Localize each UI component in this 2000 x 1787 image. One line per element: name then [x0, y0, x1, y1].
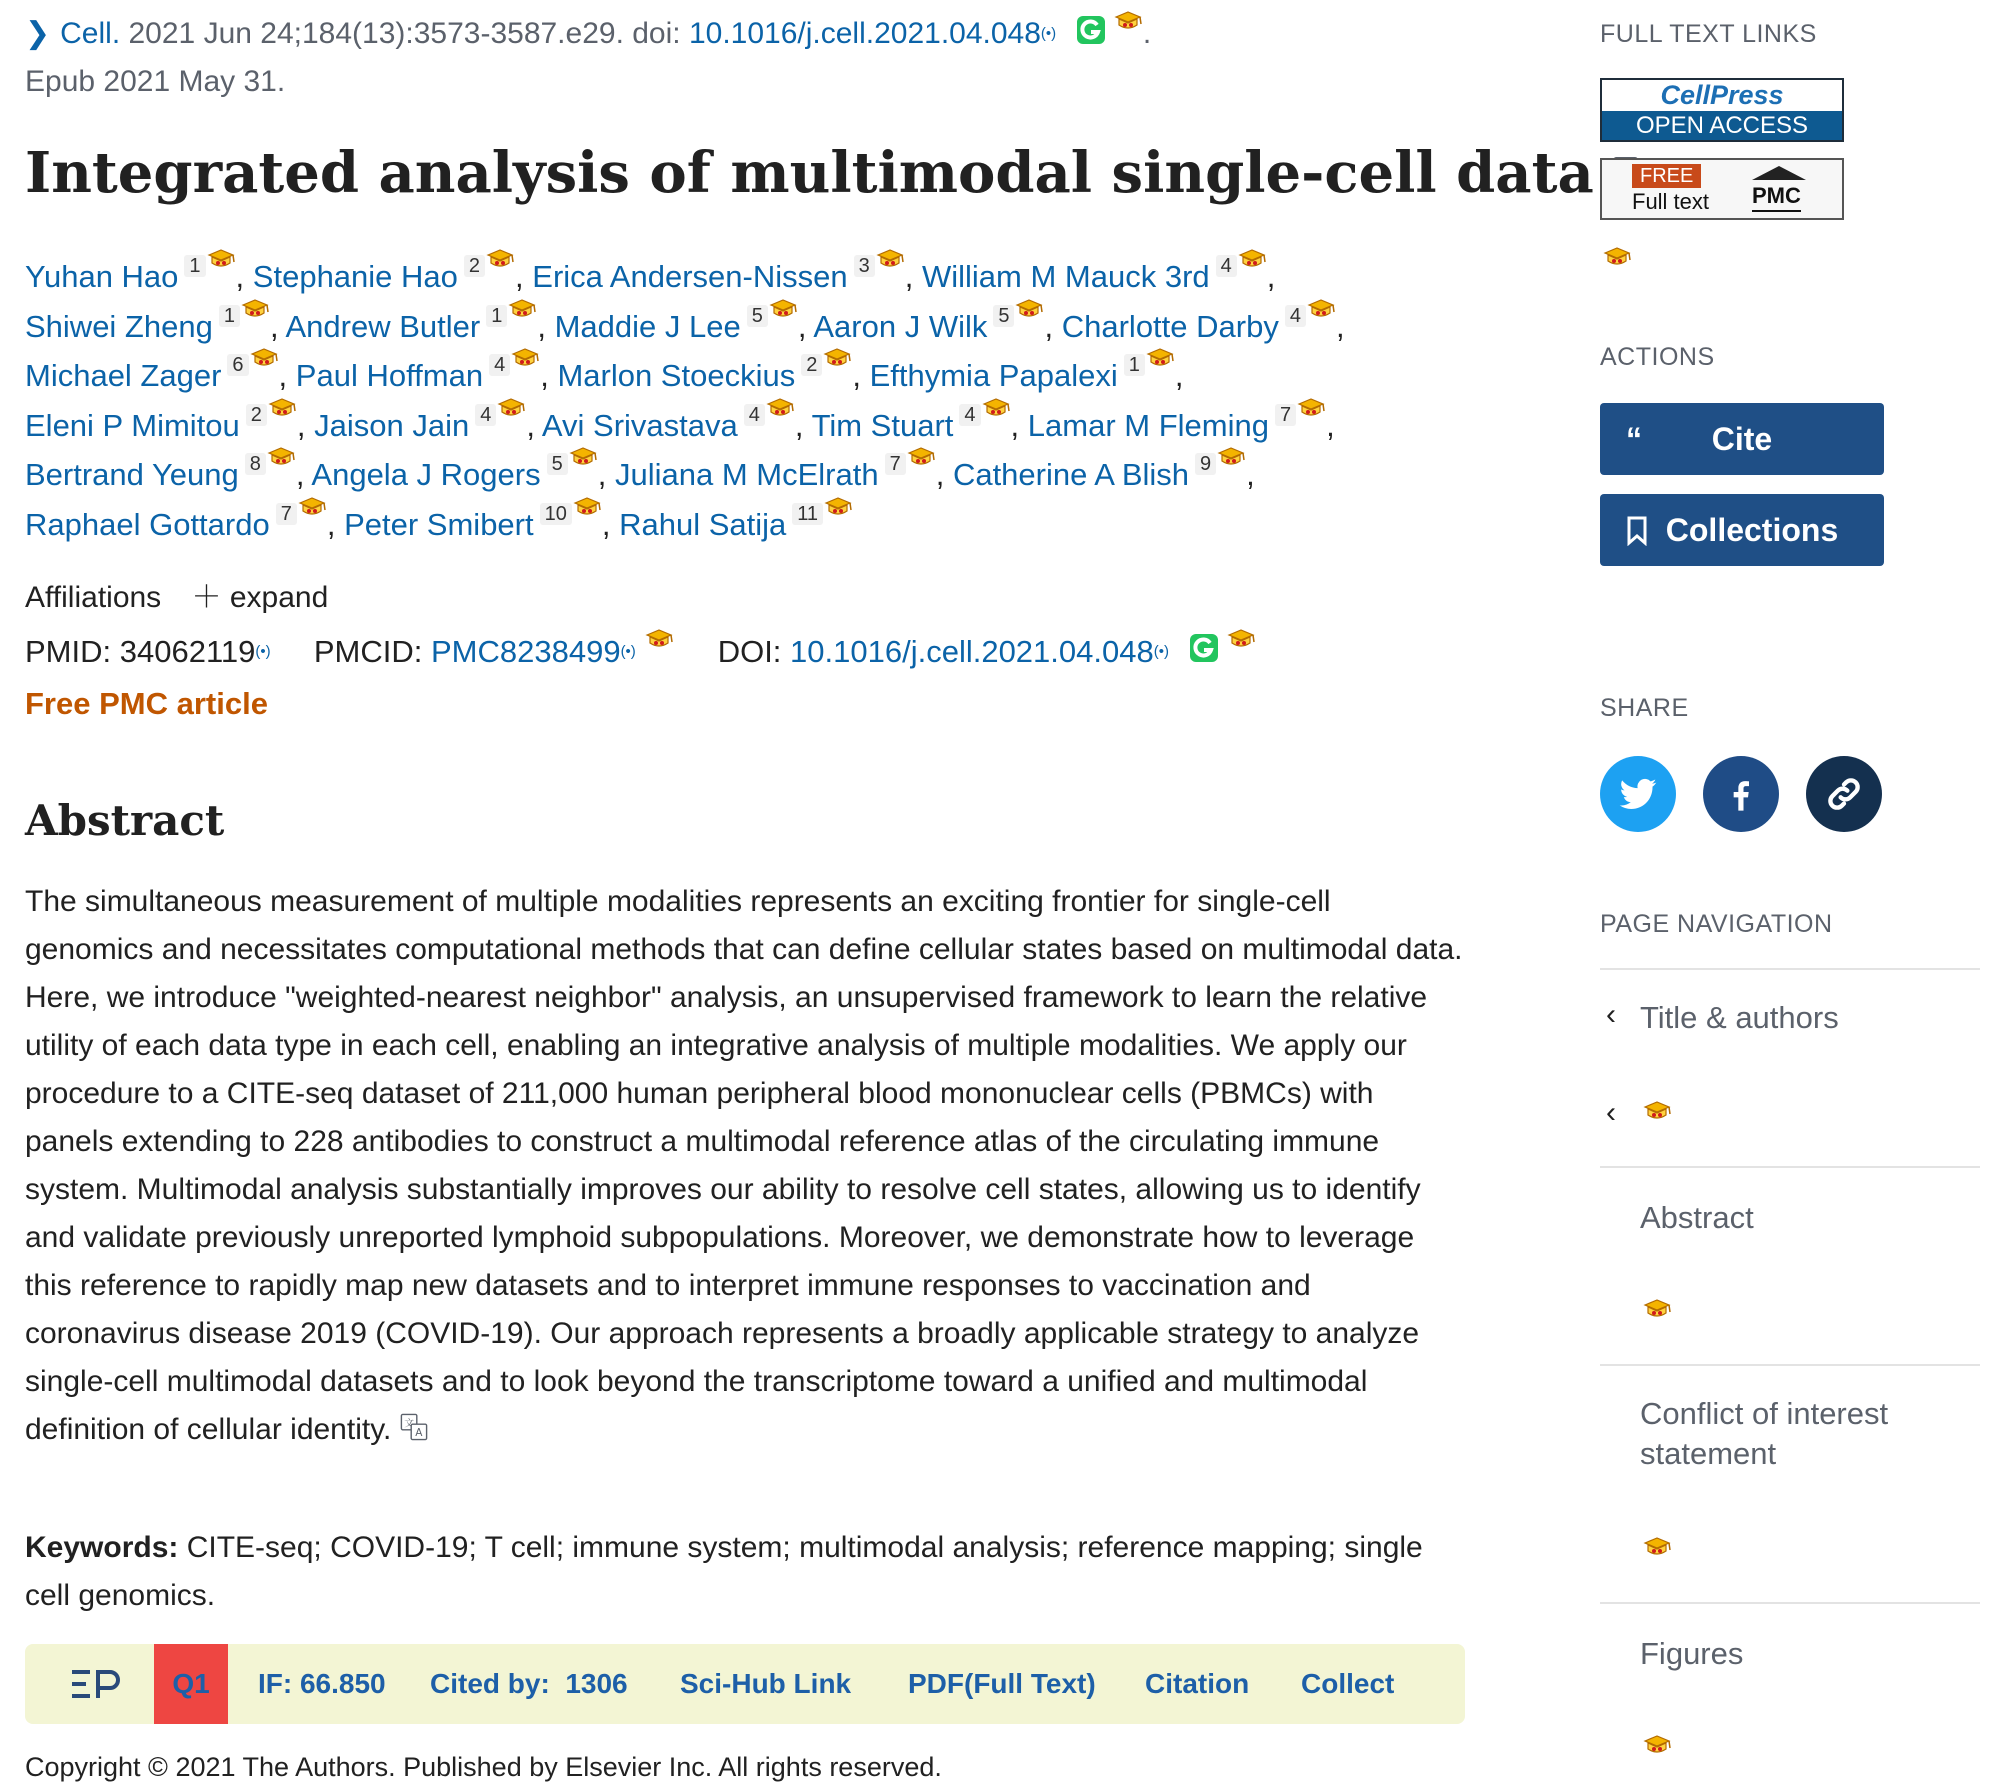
affiliation-number[interactable]: 10 — [540, 503, 572, 525]
article-title: Integrated analysis of multimodal single-cell data — [25, 140, 1654, 206]
author-name-link[interactable]: Shiwei Zheng — [25, 308, 213, 344]
affiliation-number[interactable]: 5 — [747, 305, 768, 327]
scihub-icon[interactable] — [875, 246, 905, 272]
pmc-roof-icon — [1746, 162, 1812, 182]
facebook-icon — [1721, 774, 1761, 814]
quartile-badge: Q1 — [154, 1644, 228, 1724]
scihub-icon[interactable] — [1014, 296, 1044, 322]
g-icon[interactable] — [1190, 634, 1218, 662]
author-separator: , — [526, 407, 536, 443]
affiliation-number[interactable]: 4 — [744, 404, 765, 426]
author-separator: , — [794, 407, 804, 443]
author-item — [921, 255, 1276, 294]
scihub-icon[interactable] — [206, 246, 236, 272]
share-heading: SHARE — [1600, 694, 1689, 722]
scihub-icon[interactable] — [266, 444, 296, 470]
scihub-icon[interactable] — [1226, 626, 1256, 652]
author-separator: , — [295, 457, 305, 492]
author-item — [25, 502, 336, 542]
author-item — [25, 304, 279, 344]
scihub-icon[interactable] — [1145, 345, 1175, 371]
author-separator: , — [1335, 308, 1345, 344]
scihub-icon[interactable] — [981, 395, 1011, 421]
scihub-icon[interactable] — [906, 444, 936, 470]
affiliation-number[interactable]: 8 — [245, 453, 266, 475]
affiliation-number[interactable]: 6 — [227, 354, 248, 376]
scihub-icon[interactable] — [1602, 244, 1632, 270]
plus-icon: ＋ — [191, 581, 222, 614]
citation-button[interactable]: Citation — [1145, 1668, 1250, 1699]
pmc-logo: PMC — [1752, 182, 1801, 212]
affiliation-number[interactable]: 1 — [184, 255, 205, 277]
scihub-icon[interactable] — [240, 296, 270, 322]
affiliations-label: Affiliations — [25, 581, 162, 614]
author-item — [869, 354, 1184, 393]
author-item — [554, 304, 807, 344]
pmc-fulltext-label: Full text — [1632, 189, 1710, 214]
citation-details: 2021 Jun 24;184(13):3573-3587.e29. doi: — [128, 17, 689, 50]
author-item — [295, 354, 549, 393]
affiliation-number[interactable]: 7 — [1275, 404, 1296, 426]
author-name-link[interactable]: Lamar M Fleming — [1027, 407, 1269, 443]
author-item — [1027, 403, 1335, 443]
keywords — [25, 1524, 1465, 1620]
author-separator: , — [269, 308, 279, 344]
keywords-label: Keywords: — [25, 1531, 179, 1564]
affiliation-number[interactable]: 4 — [489, 354, 510, 376]
collections-button[interactable]: Collections — [1600, 494, 1884, 566]
author-separator: , — [601, 506, 611, 542]
author-item — [314, 403, 536, 443]
author-list — [25, 252, 1465, 549]
affiliation-number[interactable]: 2 — [801, 354, 822, 376]
easypub-logo-icon[interactable] — [70, 1668, 120, 1700]
pmcid-label: PMCID: — [313, 634, 431, 669]
easypub-toolbar — [25, 1644, 1465, 1724]
author-separator: , — [852, 358, 861, 393]
author-item — [25, 403, 306, 443]
author-name-link[interactable]: Michael Zager — [25, 358, 222, 393]
affiliation-number[interactable]: 7 — [276, 503, 297, 525]
author-separator: , — [540, 358, 549, 393]
author-separator: , — [1044, 308, 1054, 344]
epub-date: Epub 2021 May 31. — [25, 65, 286, 98]
affiliation-number[interactable]: 3 — [854, 255, 875, 277]
affiliation-number[interactable]: 5 — [993, 305, 1014, 327]
scihub-icon[interactable] — [1216, 444, 1246, 470]
author-item — [952, 453, 1255, 492]
scihub-icon[interactable] — [644, 626, 674, 652]
author-separator: , — [797, 308, 807, 344]
chevron-left-icon[interactable]: ‹ — [1606, 998, 1616, 1031]
pdf-full-text-button[interactable]: PDF(Full Text) — [908, 1668, 1096, 1699]
author-separator: , — [537, 308, 546, 344]
cellpress-logo: CellPress — [1602, 80, 1842, 111]
pmid-value: 34062119 — [119, 634, 256, 669]
scihub-icon[interactable] — [249, 345, 279, 371]
abstract-heading: Abstract — [25, 796, 225, 845]
author-item — [344, 502, 611, 542]
doi-link[interactable]: 10.1016/j.cell.2021.04.048 — [790, 634, 1154, 669]
author-name-link[interactable]: Tim Stuart — [811, 407, 954, 443]
author-separator: , — [1246, 457, 1255, 492]
author-separator: , — [235, 259, 245, 294]
affiliation-number[interactable]: 7 — [885, 453, 906, 475]
chevron-right-icon[interactable]: ❯ — [25, 17, 51, 50]
author-name-link[interactable]: Avi Srivastava — [541, 407, 738, 443]
scihub-icon[interactable] — [1642, 1098, 1672, 1124]
affiliation-number[interactable]: 2 — [246, 404, 267, 426]
author-separator: , — [326, 506, 336, 542]
quote-icon: “ — [1626, 421, 1642, 457]
author-separator: , — [1174, 358, 1184, 393]
nav-abstract[interactable]: Abstract — [1640, 1200, 1754, 1235]
scihub-icon[interactable] — [1642, 1534, 1672, 1560]
twitter-icon — [1618, 774, 1658, 814]
author-name-link[interactable]: Raphael Gottardo — [25, 506, 270, 542]
author-name-link[interactable]: Juliana M McElrath — [614, 457, 879, 492]
copyright-notice: Copyright © 2021 The Authors. Published by Elsevier Inc. All rights reserved. — [25, 1752, 942, 1782]
scihub-icon[interactable] — [768, 296, 798, 322]
affiliation-number[interactable]: 1 — [219, 305, 240, 327]
impact-factor: IF: 66.850 — [258, 1668, 386, 1699]
abstract-text: The simultaneous measurement of multiple modalities represents an exciting frontier for single-cell genomics and necessitates computational methods that can define cellular states based on multimodal data. Here, we introduce "weighted-nearest neighbor" analysis, an unsupervised framework to learn the relative utility of each data type in each cell, enabling an integrative analysis of multiple modalities. We apply our procedure to a CITE-seq dataset of 211,000 human peripheral blood mononuclear cells (PBMCs) with panels extending to 228 antibodies to construct a multimodal reference atlas of the circulating immune system. Multimodal analysis substantially improves our ability to resolve cell states, allowing us to identify and validate previously unreported lymphoid subpopulations. Moreover, we demonstrate how to leverage this reference to rapidly map new datasets and to interpret immune responses to vaccination and coronavirus disease 2019 (COVID-19). Our approach represents a broadly applicable strategy to analyze single-cell multimodal datasets and to look beyond the transcriptome toward a unified and multimodal definition of cellular identity. — [25, 885, 1463, 1446]
scihub-icon[interactable] — [765, 395, 795, 421]
nav-title-authors[interactable]: Title & authors — [1640, 1000, 1839, 1035]
scihub-icon[interactable] — [1306, 296, 1336, 322]
page-navigation-heading: PAGE NAVIGATION — [1600, 910, 1833, 938]
author-item — [25, 354, 288, 393]
scihub-icon[interactable] — [572, 494, 602, 520]
scihub-icon[interactable] — [507, 296, 537, 322]
author-name-link[interactable]: Yuhan Hao — [25, 259, 179, 294]
author-name-link[interactable]: Andrew Butler — [285, 308, 481, 344]
author-item — [1061, 304, 1345, 344]
author-separator: , — [515, 259, 524, 294]
pmc-free-label: FREE — [1632, 164, 1701, 188]
author-item — [25, 255, 245, 294]
actions-heading: ACTIONS — [1600, 343, 1715, 371]
author-separator: , — [1010, 407, 1020, 443]
nav-conflict-of-interest[interactable]: Conflict of interest statement — [1640, 1396, 1889, 1471]
author-name-link[interactable]: Maddie J Lee — [554, 308, 741, 344]
open-access-label: OPEN ACCESS — [1602, 111, 1842, 140]
author-item — [541, 403, 804, 443]
scihub-icon[interactable] — [1296, 395, 1326, 421]
scihub-icon[interactable] — [1113, 8, 1143, 34]
affiliation-number[interactable]: 2 — [464, 255, 485, 277]
affiliation-number[interactable]: 1 — [486, 305, 507, 327]
author-separator: , — [296, 407, 306, 443]
author-name-link[interactable]: Charlotte Darby — [1061, 308, 1279, 344]
author-separator: , — [904, 259, 914, 294]
author-name-link[interactable]: William M Mauck 3rd — [921, 259, 1210, 294]
article-ids — [25, 632, 1256, 672]
affiliation-number[interactable]: 1 — [1124, 354, 1145, 376]
journal-link[interactable]: Cell. — [60, 17, 121, 50]
author-name-link[interactable]: Eleni P Mimitou — [25, 407, 240, 443]
author-item — [532, 255, 914, 294]
affiliation-number[interactable]: 9 — [1195, 453, 1216, 475]
cited-by[interactable]: Cited by: 1306 — [430, 1668, 628, 1699]
author-name-link[interactable]: Catherine A Blish — [952, 457, 1190, 492]
scihub-icon[interactable] — [510, 345, 540, 371]
affiliations[interactable] — [25, 578, 328, 618]
radio-icon: (•) — [255, 643, 271, 660]
author-item — [252, 255, 524, 294]
citation-line: ❯ Cell. 2021 Jun 24;184(13):3573-3587.e29. doi: 10.1016/j.cell.2021.04.048(•) . — [25, 14, 1151, 54]
doi-label: DOI: — [717, 634, 791, 669]
author-name-link[interactable]: Aaron J Wilk — [813, 308, 988, 344]
pmid-label: PMID: — [25, 634, 120, 669]
radio-icon: (•) — [620, 643, 636, 660]
author-item — [285, 304, 546, 344]
affiliations-expand-button[interactable]: ＋ expand — [191, 581, 329, 614]
author-item — [311, 453, 607, 492]
link-icon — [1824, 774, 1864, 814]
affiliation-number[interactable]: 11 — [792, 503, 823, 525]
affiliation-number[interactable]: 4 — [475, 404, 496, 426]
author-name-link[interactable]: Erica Andersen-Nissen — [532, 259, 848, 294]
affiliation-number[interactable]: 5 — [547, 453, 568, 475]
author-item — [25, 453, 305, 492]
author-separator: , — [278, 358, 288, 393]
nav-figures[interactable]: Figures — [1640, 1636, 1744, 1671]
keywords-text: CITE-seq; COVID-19; T cell; immune system; multimodal analysis; reference mapping; single cell genomics. — [25, 1531, 1423, 1612]
collect-button[interactable]: Collect — [1301, 1668, 1395, 1699]
author-name-link[interactable]: Angela J Rogers — [311, 457, 541, 492]
scihub-icon[interactable] — [823, 494, 853, 520]
author-item — [614, 453, 945, 492]
scihub-icon[interactable] — [496, 395, 526, 421]
author-separator: , — [597, 457, 607, 492]
radio-icon: (•) — [1040, 25, 1057, 42]
author-name-link[interactable]: Peter Smibert — [344, 506, 534, 542]
author-item — [813, 304, 1054, 344]
cite-button[interactable]: “ Cite — [1600, 403, 1884, 475]
scihub-icon[interactable] — [568, 444, 598, 470]
author-name-link[interactable]: Paul Hoffman — [295, 358, 484, 393]
chevron-left-icon[interactable]: ‹ — [1606, 1096, 1616, 1129]
scihub-icon[interactable] — [485, 246, 515, 272]
scihub-link-button[interactable]: Sci-Hub Link — [680, 1668, 852, 1699]
scihub-icon[interactable] — [822, 345, 852, 371]
g-icon[interactable] — [1077, 16, 1105, 44]
scihub-icon[interactable] — [1642, 1296, 1672, 1322]
author-item — [619, 502, 853, 542]
pmcid-link[interactable]: PMC8238499 — [430, 634, 621, 669]
scihub-icon[interactable] — [267, 395, 297, 421]
cellpress-open-access-link[interactable] — [1600, 78, 1844, 142]
author-name-link[interactable]: Rahul Satija — [619, 506, 787, 542]
scihub-icon[interactable] — [1237, 246, 1267, 272]
author-item — [811, 403, 1020, 443]
facebook-share-button[interactable] — [1703, 756, 1779, 832]
author-item — [557, 354, 861, 393]
author-name-link[interactable]: Bertrand Yeung — [25, 457, 239, 492]
translate-icon[interactable] — [400, 1413, 428, 1441]
author-separator: , — [935, 457, 945, 492]
author-name-link[interactable]: Stephanie Hao — [252, 259, 458, 294]
scihub-icon[interactable] — [1642, 1732, 1672, 1758]
affiliation-number[interactable]: 4 — [959, 404, 980, 426]
full-text-links-heading: FULL TEXT LINKS — [1600, 20, 1817, 48]
free-pmc-article-label: Free PMC article — [25, 686, 268, 721]
affiliation-number[interactable]: 4 — [1285, 305, 1306, 327]
twitter-share-button[interactable] — [1600, 756, 1676, 832]
author-name-link[interactable]: Jaison Jain — [314, 407, 470, 443]
affiliation-number[interactable]: 4 — [1216, 255, 1237, 277]
author-name-link[interactable]: Efthymia Papalexi — [869, 358, 1118, 393]
copy-link-button[interactable] — [1806, 756, 1882, 832]
author-separator: , — [1326, 407, 1335, 443]
author-name-link[interactable]: Marlon Stoeckius — [557, 358, 796, 393]
citation-doi-link[interactable]: 10.1016/j.cell.2021.04.048 — [688, 17, 1041, 50]
scihub-icon[interactable] — [297, 494, 327, 520]
author-separator: , — [1266, 259, 1276, 294]
pmc-free-full-text-link[interactable] — [1600, 158, 1844, 220]
radio-icon: (•) — [1153, 643, 1169, 660]
